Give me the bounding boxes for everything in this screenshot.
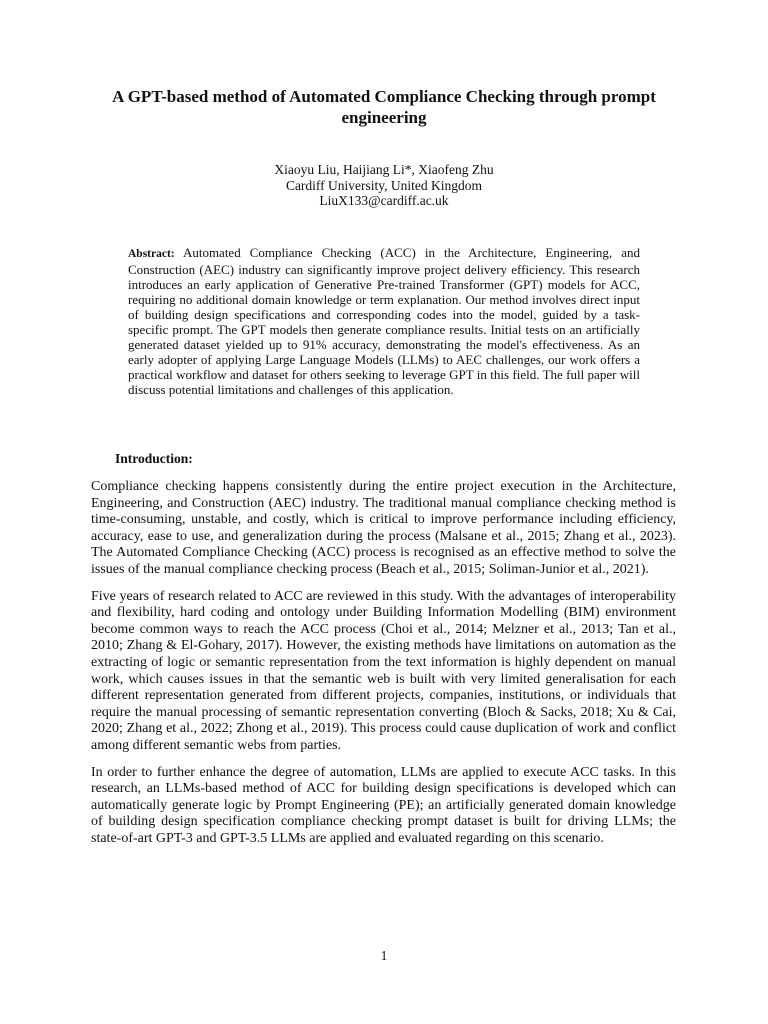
page-number: 1 [380,948,388,963]
author-email: LiuX133@cardiff.ac.uk [319,193,449,208]
author-block [0,162,768,209]
abstract-text: Automated Compliance Checking (ACC) in the Architecture, Engineering, and Construction (AEC) industry can significantly improve project delivery efficiency. This research introduces an early application of Generative Pre-trained Transformer (GPT) models for ACC, requiring no additional domain knowledge or term explanation. Our method involves direct input of building design specifications and corresponding codes into the model, guided by a task-specific prompt. The GPT models then generate compliance results. Initial tests on an artificially generated dataset yielded up to 91% accuracy, demonstrating the model's effectiveness. As an early adopter of applying Large Language Models (LLMs) to AEC challenges, our work offers a practical workflow and dataset for others seeking to leverage GPT in this field. The full paper will discuss potential limitations and challenges of this application. [128,245,640,397]
paragraph: In order to further enhance the degree of automation, LLMs are applied to execute ACC tasks. In this research, an LLMs-based method of ACC for building design specifications is developed which can automatically generate logic by Prompt Engineering (PE); an artificially generated domain knowledge of building design specification compliance checking prompt dataset is built for driving LLMs; the state-of-art GPT-3 and GPT-3.5 LLMs are applied and evaluated regarding on this scenario. [91,764,676,846]
paragraph: Five years of research related to ACC are reviewed in this study. With the advantages of interoperability and flexibility, hard coding and ontology under Building Information Modelling (BIM) environment become common ways to reach the ACC process (Choi et al., 2014; Melzner et al., 2013; Tan et al., 2010; Zhang & El-Gohary, 2017). However, the existing methods have limitations on automation as the extracting of logic or semantic representation from the text information is highly dependent on manual work, which causes issues in that the semantic web is built with very limited generalisation for each different representation generated from different projects, companies, institutions, or individuals that require the manual processing of semantic representation converting (Bloch & Sacks, 2018; Xu & Cai, 2020; Zhang et al., 2022; Zhong et al., 2019). This process could cause duplication of work and conflict among different semantic webs from parties. [91,588,676,753]
introduction-heading: Introduction: [115,451,193,466]
abstract-label: Abstract: [128,248,175,260]
abstract [128,245,640,397]
introduction-body [91,479,676,857]
author-names: Xiaoyu Liu, Haijiang Li*, Xiaofeng Zhu [274,162,494,177]
paragraph: Compliance checking happens consistently during the entire project execution in the Architecture, Engineering, and Construction (AEC) industry. The traditional manual compliance checking method is time-consuming, unstable, and costly, which is critical to improve performance including efficiency, accuracy, ease to use, and generalization during the process (Malsane et al., 2015; Zhang et al., 2023). The Automated Compliance Checking (ACC) process is recognised as an effective method to solve the issues of the manual compliance checking process (Beach et al., 2015; Soliman-Junior et al., 2021). [91,479,676,577]
paper-title: A GPT-based method of Automated Compliance Checking through prompt engineering [112,87,656,127]
author-affiliation: Cardiff University, United Kingdom [285,177,483,193]
